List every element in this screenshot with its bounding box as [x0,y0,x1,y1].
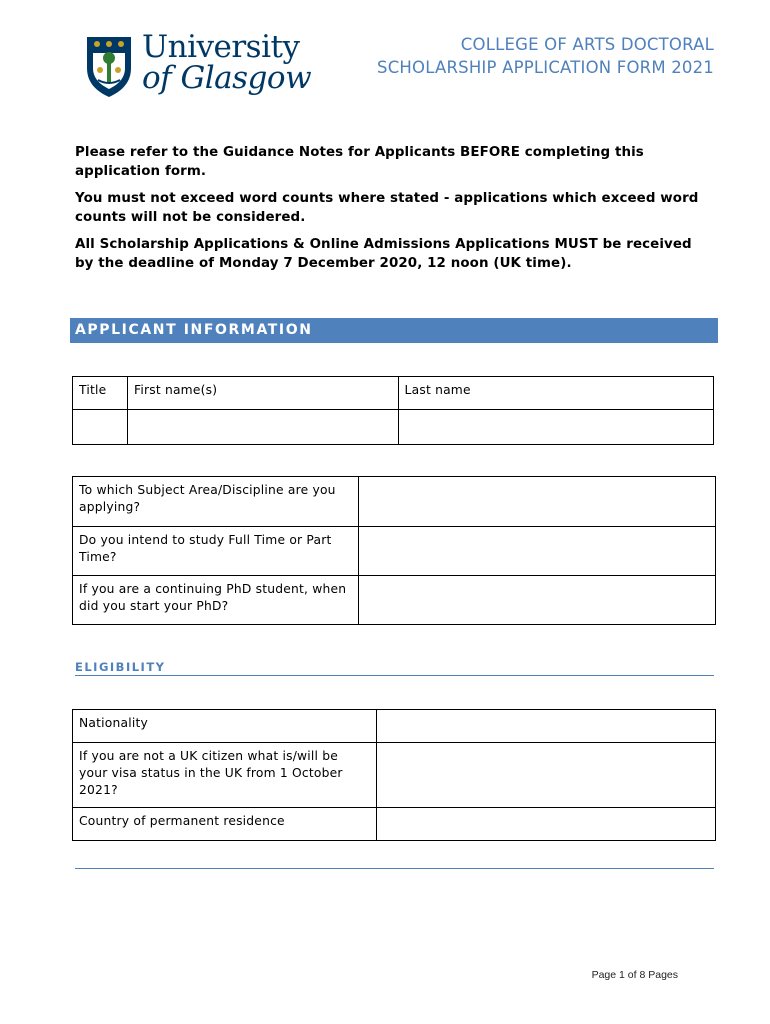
question-row [73,477,716,527]
eligibility-title: ELIGIBILITY [75,660,166,674]
intro-instructions [75,143,705,281]
wordmark-line2: of Glasgow [142,60,312,96]
intro-guidance: Please refer to the Guidance Notes for Applicants BEFORE completing this application form. [75,145,644,179]
title-field[interactable] [73,410,128,445]
question-row [73,576,716,625]
question-row [73,808,716,841]
section-title: APPLICANT INFORMATION [75,322,313,338]
residence-field[interactable] [376,808,715,841]
university-wordmark [142,29,312,96]
study-mode-label: Do you intend to study Full Time or Part Time? [73,527,359,576]
first-name-field[interactable] [127,410,398,445]
section-divider [75,868,714,869]
visa-status-field[interactable] [376,743,715,808]
eligibility-header [75,660,714,676]
name-header-row [73,377,714,410]
intro-word-count: You must not exceed word counts where stated - applications which exceed word counts will not be considered. [75,191,699,225]
subject-area-label: To which Subject Area/Discipline are you applying? [73,477,359,527]
question-row [73,743,716,808]
intro-deadline: All Scholarship Applications & Online Admissions Applications MUST be received by the deadline of Monday 7 December 2020, 12 noon (UK time). [75,237,692,271]
university-logo [84,29,314,102]
nationality-field[interactable] [376,710,715,743]
study-mode-field[interactable] [358,527,715,576]
study-details-table [72,476,716,625]
first-name-header: First name(s) [127,377,398,410]
residence-label: Country of permanent residence [73,808,377,841]
university-crest-icon [84,34,134,100]
phd-start-field[interactable] [358,576,715,625]
form-title-line1: COLLEGE OF ARTS DOCTORAL [460,35,714,54]
name-table [72,376,714,445]
form-title-line2: SCHOLARSHIP APPLICATION FORM 2021 [377,58,714,77]
wordmark-line1: University [142,29,300,65]
last-name-field[interactable] [398,410,713,445]
form-title [377,33,714,79]
question-row [73,527,716,576]
phd-start-label: If you are a continuing PhD student, when did you start your PhD? [73,576,359,625]
visa-status-label: If you are not a UK citizen what is/will be your visa status in the UK from 1 October 2021? [73,743,377,808]
applicant-information-header [70,318,718,343]
question-row [73,710,716,743]
last-name-header: Last name [398,377,713,410]
nationality-label: Nationality [73,710,377,743]
subject-area-field[interactable] [358,477,715,527]
title-header: Title [73,377,128,410]
eligibility-table [72,709,716,841]
name-input-row [73,410,714,445]
page-number: Page 1 of 8 Pages [591,969,678,981]
